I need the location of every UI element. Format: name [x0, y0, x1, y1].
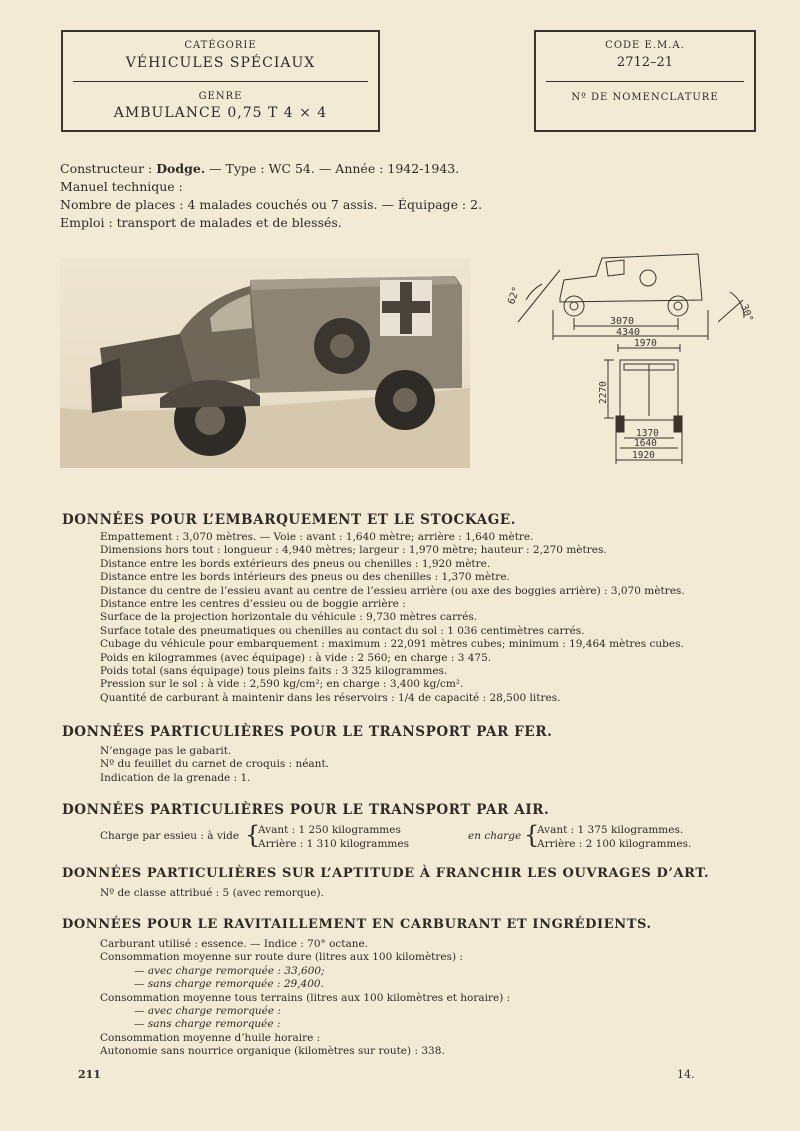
charge-arriere: Arrière : 2 100 kilogrammes.	[537, 838, 692, 850]
section-title-embarquement: DONNÉES POUR L’EMBARQUEMENT ET LE STOCKAGE.	[62, 512, 517, 528]
air-charge-table	[100, 822, 720, 852]
embarquement-line: Poids total (sans équipage) tous pleins faits : 3 325 kilogrammes.	[100, 664, 448, 677]
nomenclature-label: Nº DE NOMENCLATURE	[571, 92, 719, 103]
box-divider	[73, 81, 368, 82]
brace-icon: {	[524, 821, 540, 849]
ravitaillement-line: Consommation moyenne tous terrains (litres aux 100 kilomètres et horaire) :	[100, 991, 511, 1004]
dim-angle-front: 62°	[506, 285, 523, 307]
vehicle-intro	[60, 160, 482, 232]
ravitaillement-line: Consommation moyenne d’huile horaire :	[100, 1031, 321, 1044]
code-label: CODE E.M.A.	[605, 40, 685, 51]
ravitaillement-line: Autonomie sans nourrice organique (kilomètres sur route) : 338.	[100, 1045, 445, 1058]
embarquement-line: Surface totale des pneumatiques ou chenilles au contact du sol : 1 036 centimètres carrés.	[100, 624, 585, 637]
page-number-right: 14.	[677, 1068, 695, 1081]
ravitaillement-line: — sans charge remorquée : 29,400.	[134, 978, 324, 991]
dim-width-top: 1970	[634, 338, 657, 349]
dimension-drawing	[498, 240, 768, 480]
constructeur-line: Constructeur : Dodge. — Type : WC 54. — Année : 1942-1943.	[60, 161, 460, 176]
ravitaillement-line: — avec charge remorquée : 33,600;	[134, 964, 325, 977]
ravitaillement-line: Carburant utilisé : essence. — Indice : 70° octane.	[100, 938, 369, 950]
section-title-fer: DONNÉES PARTICULIÈRES POUR LE TRANSPORT PAR FER.	[62, 724, 553, 740]
fer-lines	[100, 745, 329, 785]
code-value: 2712–21	[616, 55, 674, 70]
manuel-line: Manuel technique :	[60, 179, 183, 194]
embarquement-line: Quantité de carburant à maintenir dans les réservoirs : 1/4 de capacité : 28,500 litres.	[100, 691, 561, 704]
page-number-left: 211	[78, 1068, 101, 1081]
embarquement-line: Surface de la projection horizontale du véhicule : 9,730 mètres carrés.	[100, 611, 478, 624]
dim-wheelbase: 3070	[610, 316, 635, 327]
charge-avant: Avant : 1 375 kilogrammes.	[537, 824, 684, 836]
ravitaillement-line: — sans charge remorquée :	[134, 1018, 281, 1031]
embarquement-line: Dimensions hors tout : longueur : 4,940 mètres; largeur : 1,970 mètre; hauteur : 2,270 mètres.	[100, 544, 607, 557]
ambulance-photo	[60, 258, 470, 468]
embarquement-line: Poids en kilogrammes (avec équipage) : à vide : 2 560; en charge : 3 475.	[100, 651, 492, 664]
embarquement-line: Cubage du véhicule pour embarquement : maximum : 22,091 mètres cubes; minimum : 19,464 mètres cubes.	[100, 638, 684, 651]
charge-label: Charge par essieu : à vide	[100, 830, 240, 842]
genre-label: GENRE	[198, 91, 243, 102]
section-title-air: DONNÉES PARTICULIÈRES POUR LE TRANSPORT PAR AIR.	[62, 802, 550, 818]
constructeur-value: Dodge.	[156, 161, 206, 176]
ravitaillement-line: Consommation moyenne sur route dure (litres aux 100 kilomètres) :	[100, 951, 463, 964]
fer-line: N’engage pas le gabarit.	[100, 745, 232, 757]
ravitaillement-line: — avec charge remorquée :	[134, 1004, 281, 1017]
box-divider	[546, 81, 744, 82]
dim-angle-rear: 30°	[738, 302, 755, 324]
embarquement-line: Empattement : 3,070 mètres. — Voie : avant : 1,640 mètre; arrière : 1,640 mètre.	[100, 531, 534, 543]
category-box	[61, 30, 380, 132]
embarquement-lines	[100, 531, 685, 705]
emploi-line: Emploi : transport de malades et de blessés.	[60, 215, 342, 230]
en-charge-label: en charge	[468, 830, 522, 842]
section-title-ravitaillement: DONNÉES POUR LE RAVITAILLEMENT EN CARBURANT ET INGRÉDIENTS.	[62, 917, 652, 932]
embarquement-line: Distance entre les centres d’essieu ou de boggie arrière :	[100, 597, 406, 610]
genre-value: AMBULANCE 0,75 T 4 × 4	[113, 105, 328, 121]
code-box	[534, 30, 756, 132]
vide-avant: Avant : 1 250 kilogrammes	[258, 824, 401, 836]
dim-width-mid: 1640	[634, 438, 657, 449]
dim-length: 4340	[616, 327, 641, 338]
category-label: CATÉGORIE	[184, 40, 257, 51]
dim-width-bottom: 1920	[632, 450, 655, 461]
fer-line: Nº du feuillet du carnet de croquis : néant.	[100, 758, 330, 771]
places-line: Nombre de places : 4 malades couchés ou 7 assis. — Équipage : 2.	[60, 197, 483, 212]
vide-arriere: Arrière : 1 310 kilogrammes	[258, 838, 409, 850]
ravitaillement-lines	[100, 938, 510, 1059]
category-value: VÉHICULES SPÉCIAUX	[125, 55, 316, 71]
ouvrages-lines	[100, 887, 324, 900]
embarquement-line: Distance entre les bords intérieurs des pneus ou des chenilles : 1,370 mètre.	[100, 571, 510, 584]
dim-height: 2270	[598, 381, 609, 404]
fer-line: Indication de la grenade : 1.	[100, 771, 251, 784]
brace-icon: {	[245, 821, 261, 849]
embarquement-line: Pression sur le sol : à vide : 2,590 kg/cm²; en charge : 3,400 kg/cm².	[100, 678, 464, 691]
ouvrages-line: Nº de classe attribué : 5 (avec remorque).	[100, 887, 324, 899]
embarquement-line: Distance du centre de l’essieu avant au centre de l’essieu arrière (ou axe des boggies arrière) : 3,070 mètres.	[100, 584, 685, 597]
dim-track: 1370	[636, 428, 659, 439]
section-title-ouvrages: DONNÉES PARTICULIÈRES SUR L’APTITUDE À FRANCHIR LES OUVRAGES D’ART.	[62, 866, 710, 881]
embarquement-line: Distance entre les bords extérieurs des pneus ou chenilles : 1,920 mètre.	[100, 557, 491, 570]
